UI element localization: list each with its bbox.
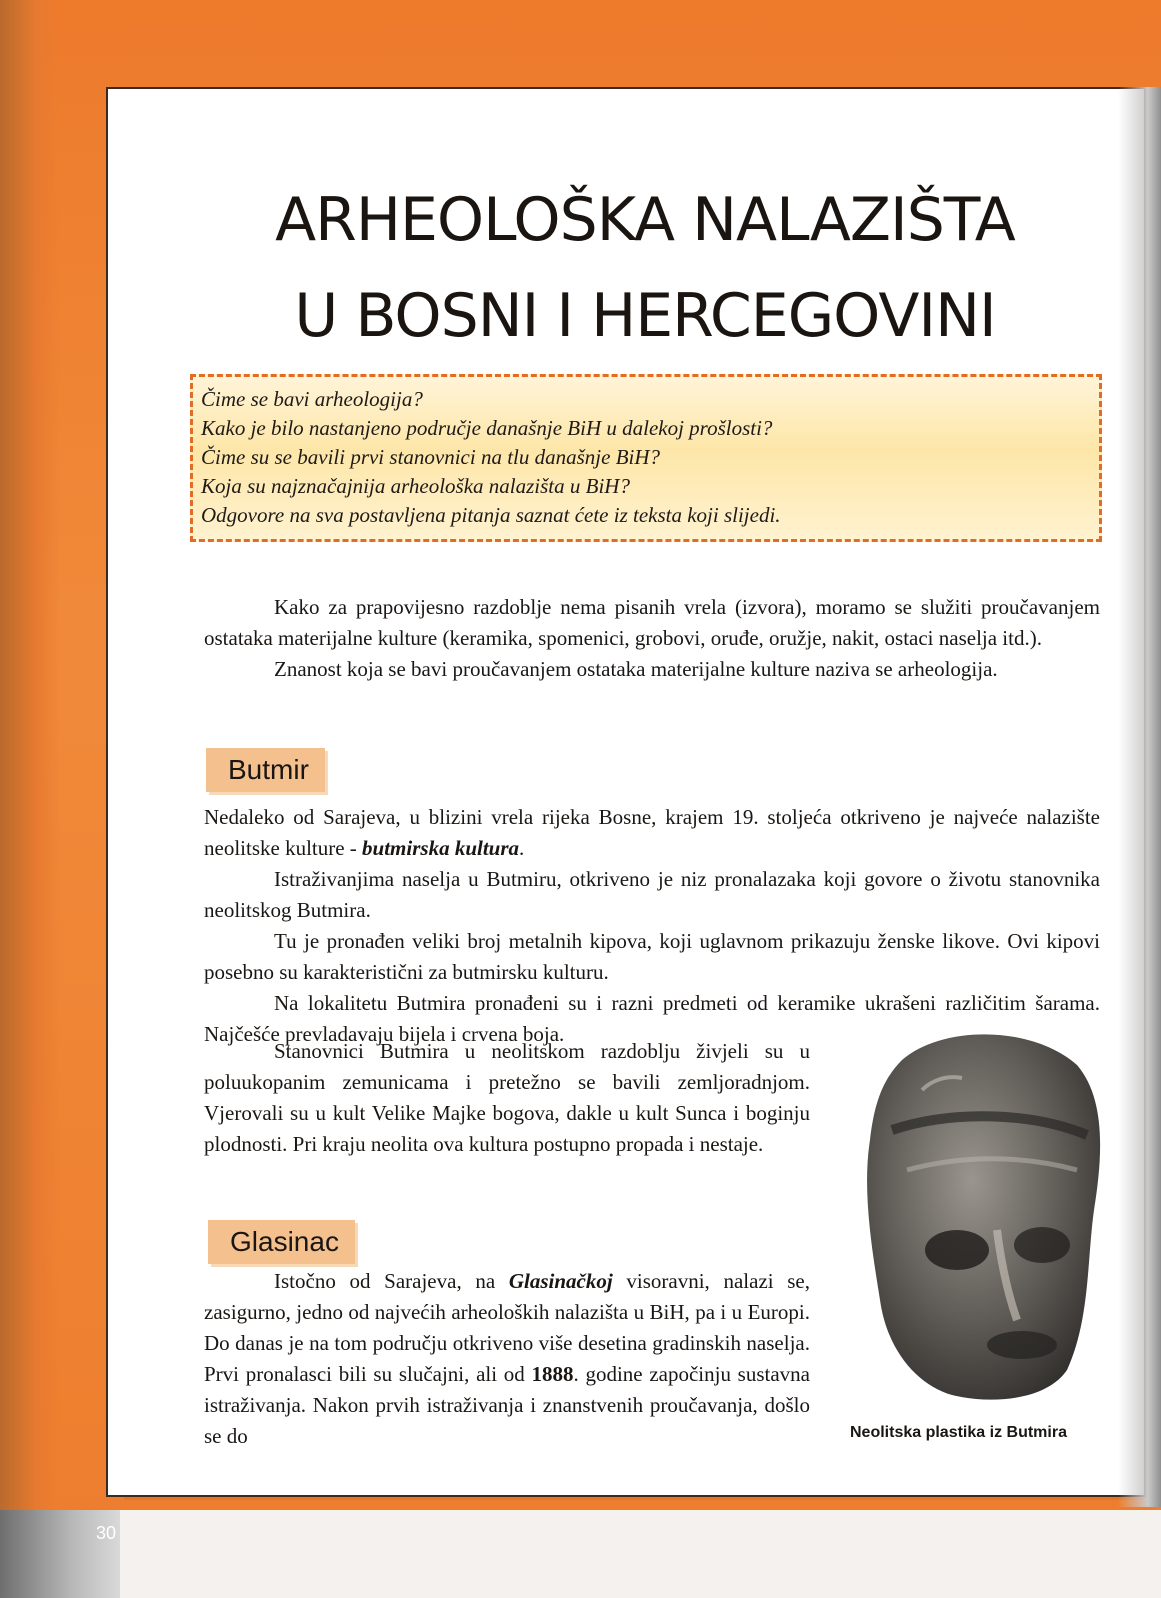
butmir-paragraph-2: Istraživanjima naselja u Butmiru, otkriveno je niz pronalazaka koji govore o životu stanovnika neolitskog Butmira. bbox=[204, 867, 1100, 922]
question-1: Čime se bavi arheologija? bbox=[201, 387, 423, 411]
figurine-illustration bbox=[832, 1020, 1112, 1405]
butmir-paragraph-5: Stanovnici Butmira u neolitskom razdoblju živjeli su u poluukopanim zemunicama i pretežno se bavili zemljoradnjom. Vjerovali su u kult Velike Majke bogova, dakle u kult Sunca i boginju plodnosti. Pri kraju neolita ova kultura postupno propada i nestaje. bbox=[204, 1039, 810, 1156]
butmir-paragraph-1: Nedaleko od Sarajeva, u blizini vrela rijeka Bosne, krajem 19. stoljeća otkriveno je najveće nalazište neolitske kulture - butmirska kultura. bbox=[204, 805, 1100, 860]
question-3: Čime su se bavili prvi stanovnici na tlu današnje BiH? bbox=[201, 445, 661, 469]
page-edge-shadow bbox=[1118, 87, 1161, 1507]
glasinac-plateau-term: Glasinačkoj bbox=[508, 1269, 613, 1293]
butmir-culture-term: butmirska kultura bbox=[362, 836, 520, 860]
section-heading-glasinac: Glasinac bbox=[208, 1220, 355, 1264]
title-line-2: U BOSNI I HERCEGOVINI bbox=[294, 281, 996, 351]
neolithic-figurine-image bbox=[832, 1020, 1112, 1405]
intro-section bbox=[204, 592, 1100, 685]
butmir-paragraph-3: Tu je pronađen veliki broj metalnih kipova, koji uglavnom prikazuju ženske likove. Ovi kipovi posebno su karakteristični za butmirsku kulturu. bbox=[204, 929, 1100, 984]
intro-paragraph-1: Kako za prapovijesno razdoblje nema pisanih vrela (izvora), moramo se služiti proučavanjem ostataka materijalne kulture (keramika, spomenici, grobovi, oruđe, oružje, nakit, ostaci naselja itd.). bbox=[204, 595, 1100, 650]
butmir-section-top bbox=[204, 802, 1100, 1050]
figure-caption: Neolitska plastika iz Butmira bbox=[850, 1424, 1067, 1441]
page-title bbox=[150, 172, 1140, 364]
questions-box bbox=[190, 374, 1102, 542]
section-heading-butmir: Butmir bbox=[206, 748, 325, 792]
bottom-margin bbox=[0, 1510, 1161, 1598]
intro-paragraph-2: Znanost koja se bavi proučavanjem ostataka materijalne kulture naziva se arheologija. bbox=[274, 657, 998, 681]
frame-bottom-line bbox=[124, 1497, 1144, 1500]
question-4: Koja su najznačajnija arheološka nalazišta u BiH? bbox=[201, 474, 630, 498]
glasinac-paragraph-1: Istočno od Sarajeva, na Glasinačkoj visoravni, nalazi se, zasigurno, jedno od najvećih arheoloških nalazišta u BiH, pa i u Europi. Do danas je na tom području otkriveno više desetina gradinskih naselja. Prvi pronalasci bili su slučajni, ali od 1888. godine započinju sustavna istraživanja. Nakon prvih istraživanja i znanstvenih proučavanja, došlo se do bbox=[204, 1269, 811, 1448]
question-5: Odgovore na sva postavljena pitanja saznat ćete iz teksta koji slijedi. bbox=[201, 503, 781, 527]
title-line-1: ARHEOLOŠKA NALAZIŠTA bbox=[275, 185, 1015, 255]
butmir-paragraph-4: Na lokalitetu Butmira pronađeni su i razni predmeti od keramike ukrašeni različitim šarama. Najčešće prevladavaju bijela i crvena boja. bbox=[204, 991, 1100, 1046]
question-2: Kako je bilo nastanjeno područje današnje BiH u dalekoj prošlosti? bbox=[201, 416, 773, 440]
page-number: 30 bbox=[96, 1523, 117, 1543]
year-1888: 1888 bbox=[531, 1362, 574, 1386]
